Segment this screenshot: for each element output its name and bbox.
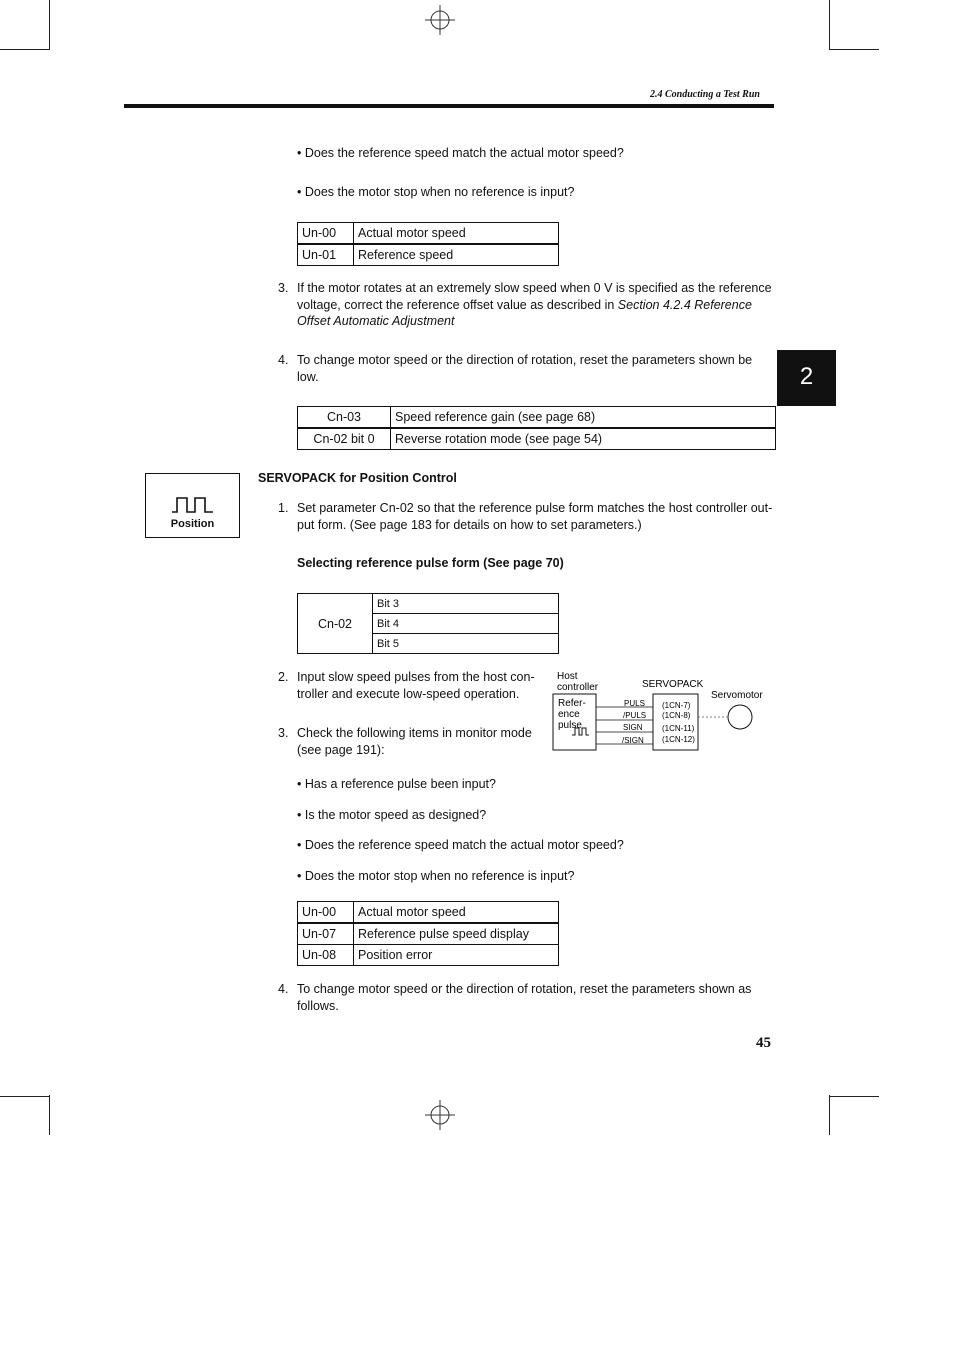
step-number: 1. — [278, 501, 289, 515]
table-cell: Reference speed — [354, 244, 559, 266]
ref-label: ence — [558, 709, 580, 720]
step-number: 4. — [278, 353, 289, 367]
table-cell: Cn-02 bit 0 — [298, 428, 391, 450]
table-cell: Actual motor speed — [354, 902, 559, 924]
table-cell: Cn-02 — [298, 594, 373, 654]
bullet-item: • Has a reference pulse been input? — [297, 777, 496, 791]
signal-label: /PULS — [623, 711, 647, 720]
bit-table — [297, 593, 559, 654]
text-line: To change motor speed or the direction of rotation, reset the parameters shown as — [297, 982, 752, 996]
step-text — [297, 500, 777, 533]
section-reference: Offset Automatic Adjustment — [297, 314, 455, 328]
step-text — [297, 981, 777, 1014]
pulse-icon — [171, 496, 215, 514]
table-cell: Un-07 — [298, 923, 354, 945]
bullet-item: • Does the reference speed match the actual motor speed? — [297, 838, 624, 852]
section-heading: SERVOPACK for Position Control — [258, 471, 457, 485]
table-cell: Bit 4 — [373, 614, 559, 634]
text-line: Input slow speed pulses from the host con- — [297, 670, 535, 684]
table-cell: Reference pulse speed display — [354, 923, 559, 945]
table-row — [298, 945, 559, 966]
pin-label: (1CN-11) — [662, 724, 695, 733]
table-row — [298, 407, 776, 429]
table-cell: Speed reference gain (see page 68) — [391, 407, 776, 429]
page-number: 45 — [756, 1035, 771, 1051]
step-text — [297, 352, 777, 385]
signal-label: SIGN — [623, 723, 643, 732]
table-cell: Un-00 — [298, 902, 354, 924]
text-line — [297, 297, 777, 314]
position-icon-box — [145, 473, 240, 538]
text-line: If the motor rotates at an extremely slow speed when 0 V is specified as the reference — [297, 281, 772, 295]
signal-label: PULS — [624, 699, 645, 708]
table-cell: Un-01 — [298, 244, 354, 266]
text-span: voltage, correct the reference offset value as described in — [297, 297, 618, 312]
table-cell: Actual motor speed — [354, 223, 559, 245]
table-row — [298, 594, 559, 614]
table-cell: Un-08 — [298, 945, 354, 966]
step-text — [297, 725, 553, 758]
bullet-item: • Does the reference speed match the actual motor speed? — [297, 146, 624, 160]
ref-label: pulse — [558, 720, 582, 731]
sub-heading: Selecting reference pulse form (See page 70) — [297, 556, 564, 570]
pin-label: (1CN-7) — [662, 701, 691, 710]
monitor-table-b — [297, 901, 559, 966]
table-cell: Reverse rotation mode (see page 54) — [391, 428, 776, 450]
section-reference: Section 4.2.4 Reference — [617, 297, 752, 312]
step-number: 3. — [278, 281, 289, 295]
monitor-table-a — [297, 222, 559, 266]
position-label: Position — [170, 518, 215, 530]
text-line: put form. (See page 183 for details on how to set parameters.) — [297, 517, 642, 532]
running-header: 2.4 Conducting a Test Run — [650, 89, 760, 100]
bullet-item: • Does the motor stop when no reference is input? — [297, 869, 575, 883]
table-cell: Bit 3 — [373, 594, 559, 614]
bullet-item: • Is the motor speed as designed? — [297, 808, 487, 822]
table-cell: Un-00 — [298, 223, 354, 245]
bullet-item: • Does the motor stop when no reference is input? — [297, 185, 575, 199]
table-cell: Position error — [354, 945, 559, 966]
header-rule — [124, 104, 774, 108]
table-row — [298, 428, 776, 450]
table-row — [298, 902, 559, 924]
wiring-diagram — [550, 668, 780, 758]
text-line: follows. — [297, 998, 339, 1013]
pin-label: (1CN-12) — [662, 735, 695, 744]
servopack-label: SERVOPACK — [642, 679, 704, 690]
step-number: 2. — [278, 670, 289, 684]
pin-label: (1CN-8) — [662, 711, 691, 720]
text-line: To change motor speed or the direction of rotation, reset the parameters shown be — [297, 353, 753, 367]
table-row — [298, 223, 559, 245]
text-line: (see page 191): — [297, 742, 385, 757]
host-label: controller — [557, 682, 599, 693]
chapter-tab: 2 — [777, 350, 836, 406]
ref-label: Refer- — [558, 698, 586, 709]
parameter-table — [297, 406, 776, 450]
text-line: troller and execute low-speed operation. — [297, 686, 520, 701]
text-line: Check the following items in monitor mode — [297, 726, 532, 740]
host-label: Host — [557, 671, 578, 682]
step-number: 4. — [278, 982, 289, 996]
table-cell: Bit 5 — [373, 634, 559, 654]
table-row — [298, 244, 559, 266]
servomotor-label: Servomotor — [711, 690, 763, 701]
servomotor-icon — [728, 705, 752, 729]
step-text — [297, 669, 553, 702]
table-row — [298, 923, 559, 945]
table-cell: Cn-03 — [298, 407, 391, 429]
step-text — [297, 280, 777, 330]
text-line: low. — [297, 369, 319, 384]
step-number: 3. — [278, 726, 289, 740]
text-line: Set parameter Cn-02 so that the reference pulse form matches the host controller out- — [297, 501, 773, 515]
signal-label: /SIGN — [622, 736, 644, 745]
